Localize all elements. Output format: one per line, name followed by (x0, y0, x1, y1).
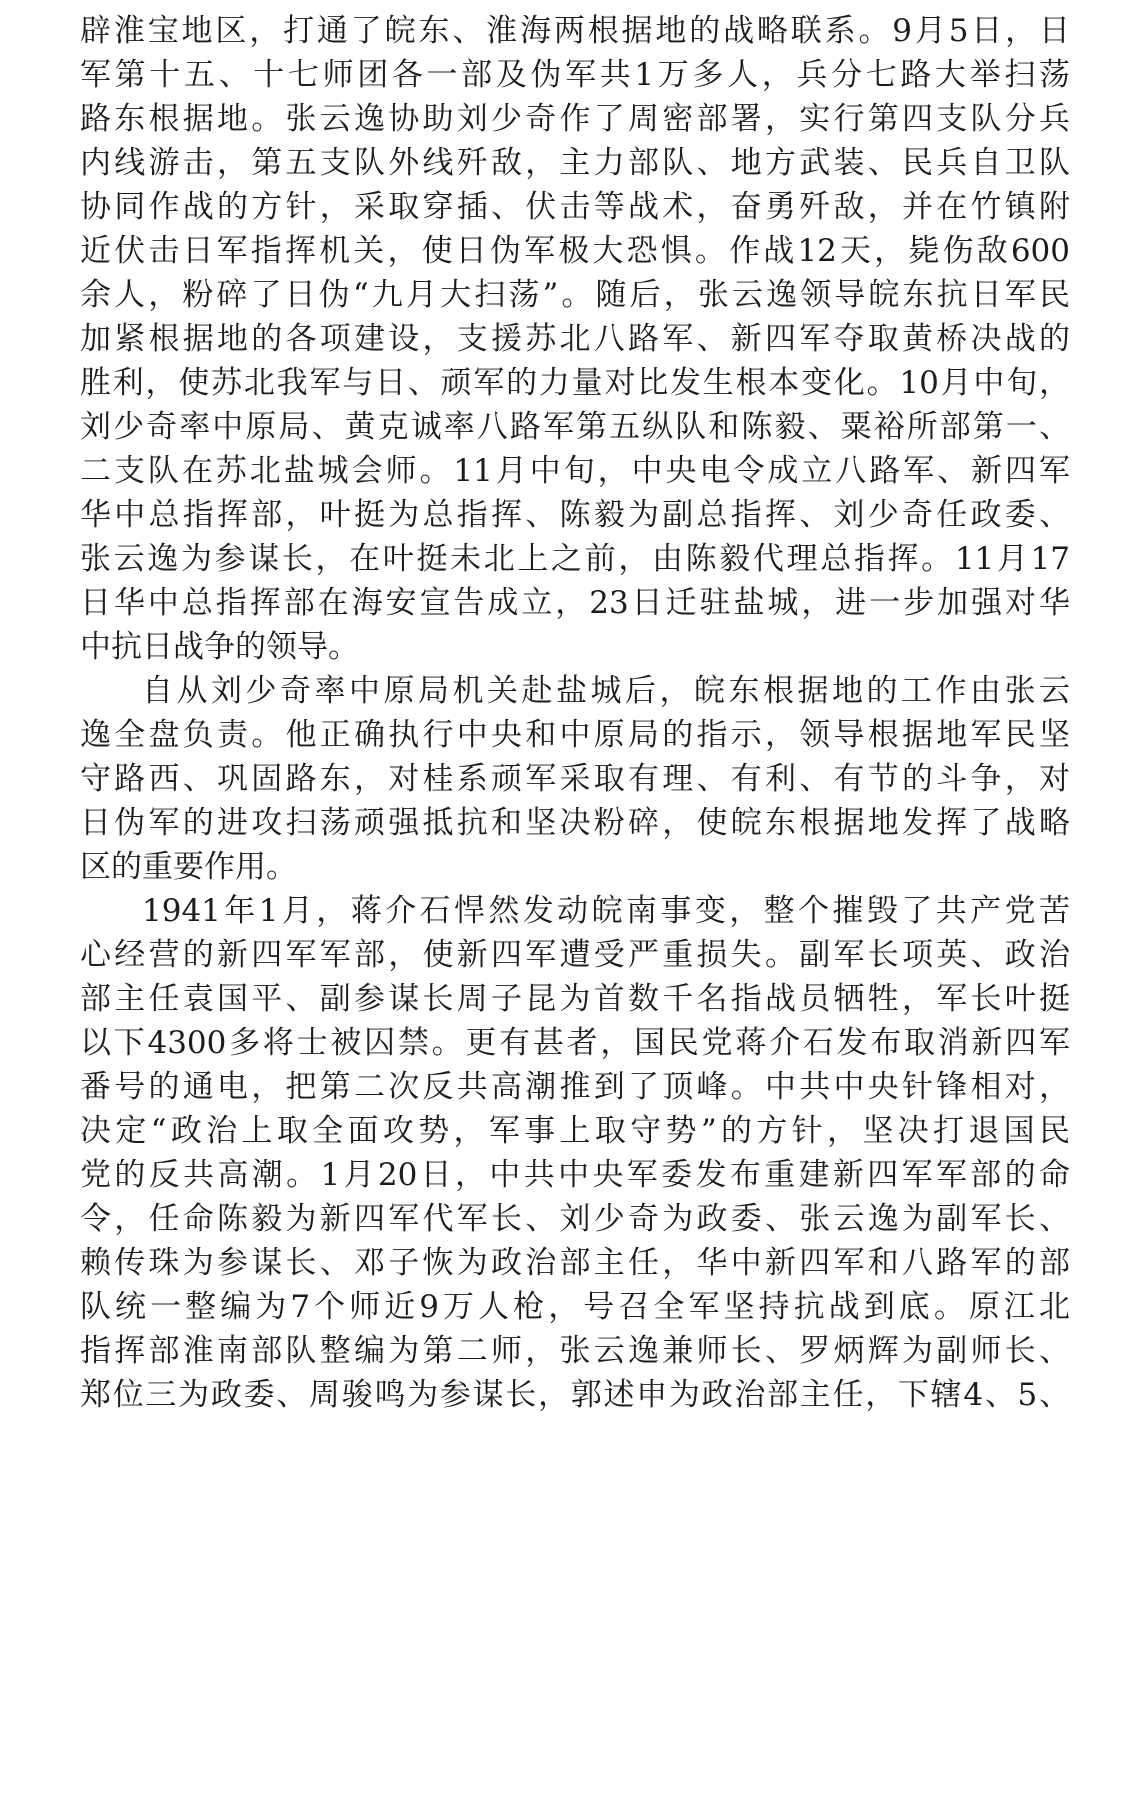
text-line: 守路西、巩固路东，对桂系顽军采取有理、有利、有节的斗争，对 (80, 761, 1070, 797)
text-line: 协同作战的方针，采取穿插、伏击等战术，奋勇歼敌，并在竹镇附 (80, 189, 1070, 225)
document-page (80, 0, 1070, 1802)
text-line: 赖传珠为参谋长、邓子恢为政治部主任，华中新四军和八路军的部 (80, 1245, 1070, 1281)
text-line: 部主任袁国平、副参谋长周子昆为首数千名指战员牺牲，军长叶挺 (80, 981, 1070, 1017)
text-line: 党的反共高潮。1月20日，中共中央军委发布重建新四军军部的命 (80, 1157, 1070, 1193)
text-line: 中抗日战争的领导。 (80, 629, 359, 665)
text-line: 番号的通电，把第二次反共高潮推到了顶峰。中共中央针锋相对， (80, 1069, 1070, 1105)
text-line: 路东根据地。张云逸协助刘少奇作了周密部署，实行第四支队分兵 (80, 101, 1070, 137)
text-line: 郑位三为政委、周骏鸣为参谋长，郭述申为政治部主任，下辖4、5、 (80, 1377, 1070, 1413)
text-line: 自从刘少奇率中原局机关赴盐城后，皖东根据地的工作由张云 (142, 673, 1070, 709)
text-line: 日伪军的进攻扫荡顽强抵抗和坚决粉碎，使皖东根据地发挥了战略 (80, 805, 1070, 841)
text-line: 华中总指挥部，叶挺为总指挥、陈毅为副总指挥、刘少奇任政委、 (80, 497, 1070, 533)
text-line: 队统一整编为7个师近9万人枪，号召全军坚持抗战到底。原江北 (80, 1289, 1070, 1325)
text-line: 张云逸为参谋长，在叶挺未北上之前，由陈毅代理总指挥。11月17 (80, 541, 1070, 577)
text-line: 近伏击日军指挥机关，使日伪军极大恐惧。作战12天，毙伤敌600 (80, 233, 1070, 269)
text-line: 军第十五、十七师团各一部及伪军共1万多人，兵分七路大举扫荡 (80, 57, 1070, 93)
text-line: 逸全盘负责。他正确执行中央和中原局的指示，领导根据地军民坚 (80, 717, 1070, 753)
text-line: 指挥部淮南部队整编为第二师，张云逸兼师长、罗炳辉为副师长、 (80, 1333, 1070, 1369)
text-line: 日华中总指挥部在海安宣告成立，23日迁驻盐城，进一步加强对华 (80, 585, 1070, 621)
text-line: 决定“政治上取全面攻势，军事上取守势”的方针，坚决打退国民 (80, 1113, 1070, 1149)
text-line: 二支队在苏北盐城会师。11月中旬，中央电令成立八路军、新四军 (80, 453, 1070, 489)
text-line: 胜利，使苏北我军与日、顽军的力量对比发生根本变化。10月中旬， (80, 365, 1070, 401)
text-line: 加紧根据地的各项建设，支援苏北八路军、新四军夺取黄桥决战的 (80, 321, 1070, 357)
text-line: 以下4300多将士被囚禁。更有甚者，国民党蒋介石发布取消新四军 (80, 1025, 1070, 1061)
text-line: 刘少奇率中原局、黄克诚率八路军第五纵队和陈毅、粟裕所部第一、 (80, 409, 1070, 445)
text-line: 区的重要作用。 (80, 849, 297, 885)
text-line: 心经营的新四军军部，使新四军遭受严重损失。副军长项英、政治 (80, 937, 1070, 973)
text-line: 余人，粉碎了日伪“九月大扫荡”。随后，张云逸领导皖东抗日军民 (80, 277, 1070, 313)
text-line: 辟淮宝地区，打通了皖东、淮海两根据地的战略联系。9月5日，日 (80, 13, 1070, 49)
text-line: 令，任命陈毅为新四军代军长、刘少奇为政委、张云逸为副军长、 (80, 1201, 1070, 1237)
text-line: 1941年1月，蒋介石悍然发动皖南事变，整个摧毁了共产党苦 (142, 893, 1070, 929)
text-line: 内线游击，第五支队外线歼敌，主力部队、地方武装、民兵自卫队 (80, 145, 1070, 181)
